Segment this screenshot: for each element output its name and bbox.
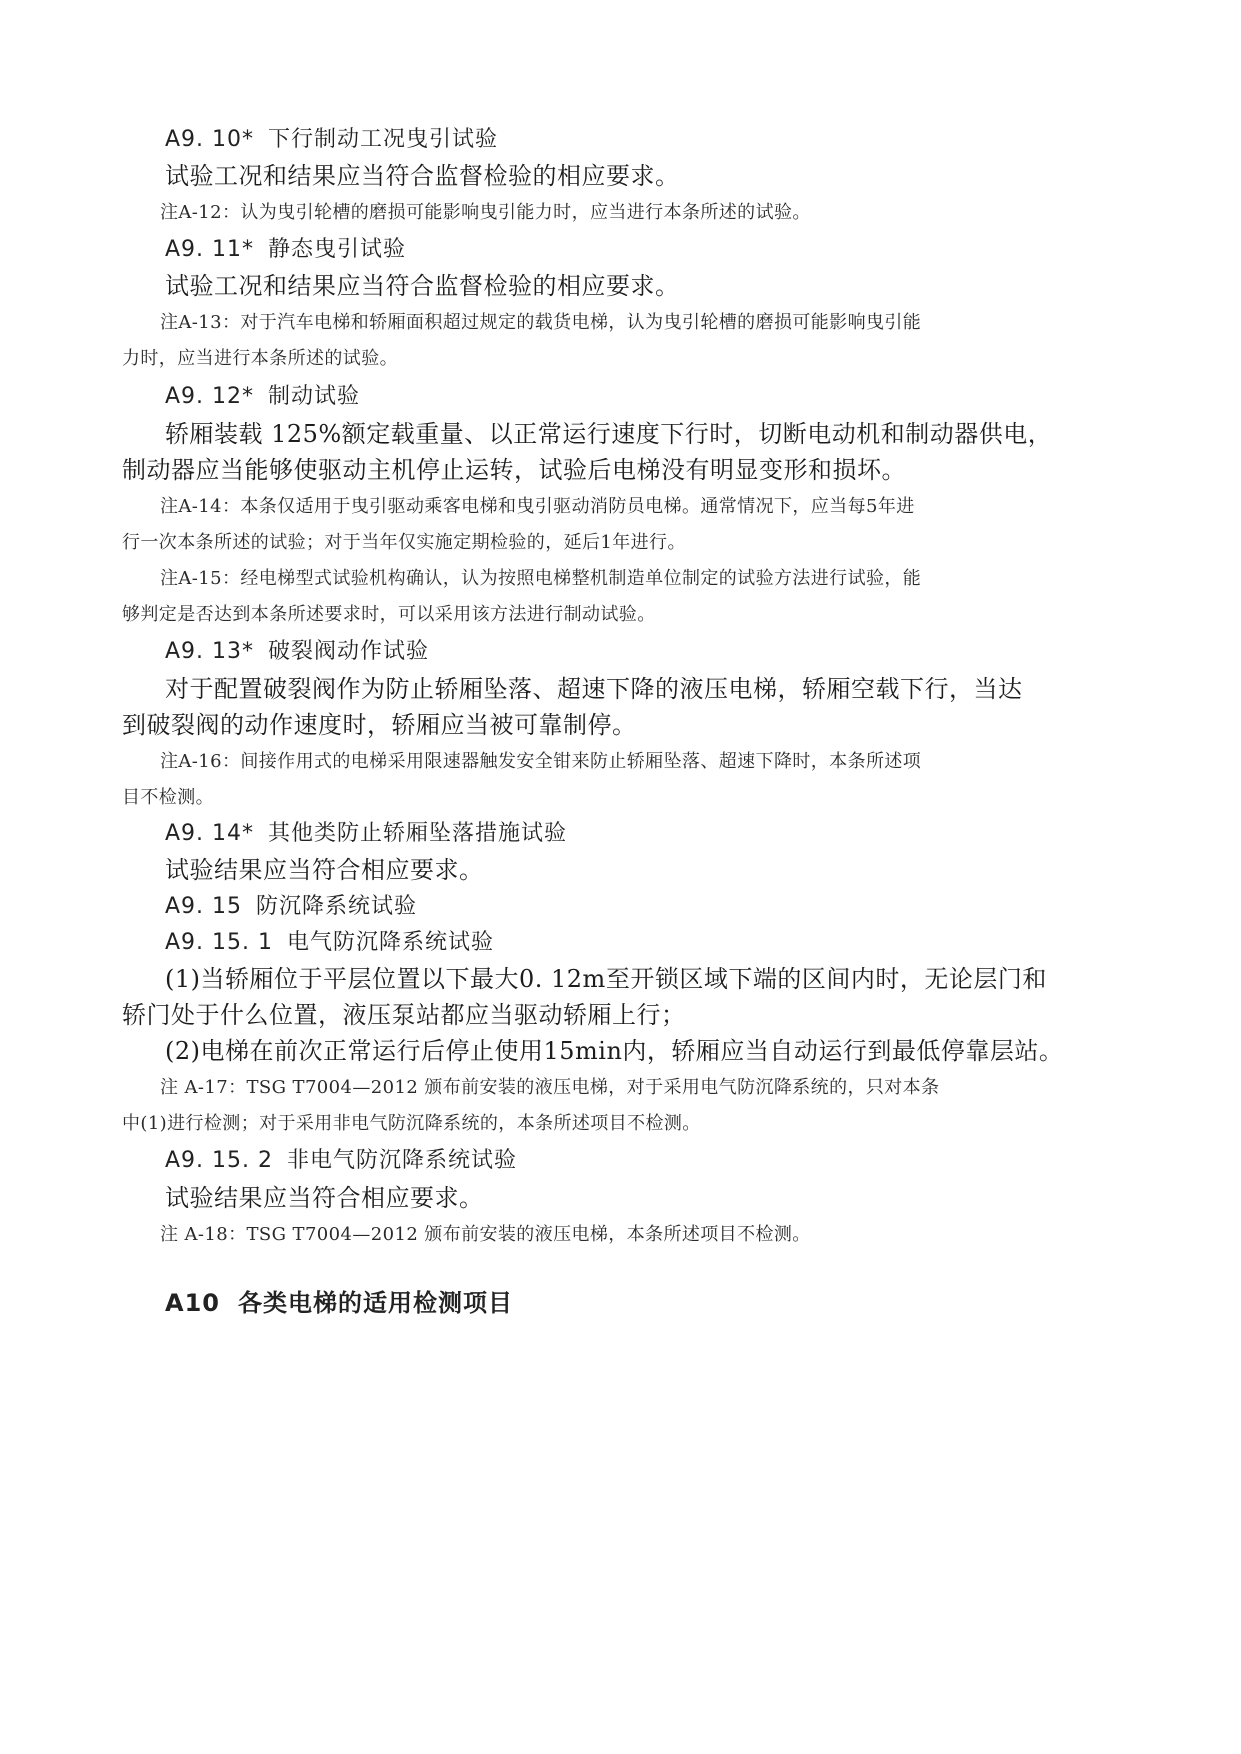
paragraph: 试验工况和结果应当符合监督检验的相应要求。 bbox=[165, 162, 680, 190]
paragraph-line-1: 对于配置破裂阀作为防止轿厢坠落、超速下降的液压电梯，轿厢空载下行，当达 bbox=[165, 675, 1023, 703]
section-heading-a9-13 bbox=[165, 641, 429, 663]
section-number: A9. 15. 1 bbox=[165, 930, 274, 955]
paragraph-line-1: 轿厢装载 125%额定载重量、以正常运行速度下行时，切断电动机和制动器供电， bbox=[165, 420, 1053, 448]
paragraph: 试验工况和结果应当符合监督检验的相应要求。 bbox=[165, 272, 680, 300]
chapter-heading-a10 bbox=[165, 1291, 513, 1315]
note-a-16-line-1: 注A-16：间接作用式的电梯采用限速器触发安全钳来防止轿厢坠落、超速下降时，本条所述项 bbox=[160, 751, 922, 772]
section-number: A9. 12* bbox=[165, 384, 255, 409]
section-title: 其他类防止轿厢坠落措施试验 bbox=[268, 821, 568, 846]
note-a-14-line-2: 行一次本条所述的试验；对于当年仅实施定期检验的，延后1年进行。 bbox=[122, 532, 686, 553]
note-a-14-line-1: 注A-14：本条仅适用于曳引驱动乘客电梯和曳引驱动消防员电梯。通常情况下，应当每5年进 bbox=[160, 496, 915, 517]
note-a-17-line-1: 注 A-17：TSG T7004—2012 颁布前安装的液压电梯，对于采用电气防沉降系统的，只对本条 bbox=[160, 1077, 940, 1098]
section-number: A9. 13* bbox=[165, 639, 255, 664]
note-a-16-line-2: 目不检测。 bbox=[122, 787, 214, 808]
list-item-2: (2)电梯在前次正常运行后停止使用15min内，轿厢应当自动运行到最低停靠层站。 bbox=[165, 1037, 1064, 1065]
section-title: 下行制动工况曳引试验 bbox=[268, 127, 499, 152]
list-item-1-line-1: (1)当轿厢位于平层位置以下最大0. 12m至开锁区域下端的区间内时，无论层门和 bbox=[165, 965, 1047, 993]
section-number: A9. 15. 2 bbox=[165, 1148, 274, 1173]
note-a-13-line-2: 力时，应当进行本条所述的试验。 bbox=[122, 348, 398, 369]
paragraph: 试验结果应当符合相应要求。 bbox=[165, 856, 484, 884]
paragraph: 试验结果应当符合相应要求。 bbox=[165, 1184, 484, 1212]
note-a-17-line-2: 中(1)进行检测；对于采用非电气防沉降系统的，本条所述项目不检测。 bbox=[122, 1113, 701, 1134]
section-title: 电气防沉降系统试验 bbox=[287, 930, 495, 955]
note-a-13-line-1: 注A-13：对于汽车电梯和轿厢面积超过规定的载货电梯，认为曳引轮槽的磨损可能影响曳引能 bbox=[160, 312, 922, 333]
section-number: A9. 15 bbox=[165, 894, 243, 919]
section-number: A10 bbox=[165, 1289, 220, 1317]
section-title: 防沉降系统试验 bbox=[256, 894, 418, 919]
paragraph-line-2: 制动器应当能够使驱动主机停止运转，试验后电梯没有明显变形和损坏。 bbox=[122, 456, 906, 484]
section-number: A9. 11* bbox=[165, 237, 255, 262]
section-heading-a9-15 bbox=[165, 896, 417, 918]
section-heading-a9-14 bbox=[165, 823, 567, 845]
section-title: 制动试验 bbox=[268, 384, 361, 409]
section-heading-a9-11 bbox=[165, 239, 406, 261]
section-heading-a9-10 bbox=[165, 129, 498, 151]
paragraph-line-2: 到破裂阀的动作速度时，轿厢应当被可靠制停。 bbox=[122, 711, 637, 739]
section-number: A9. 10* bbox=[165, 127, 255, 152]
list-item-1-line-2: 轿门处于什么位置，液压泵站都应当驱动轿厢上行； bbox=[122, 1001, 686, 1029]
note-a-18: 注 A-18：TSG T7004—2012 颁布前安装的液压电梯，本条所述项目不检测。 bbox=[160, 1224, 811, 1245]
section-title: 破裂阀动作试验 bbox=[268, 639, 430, 664]
section-title: 非电气防沉降系统试验 bbox=[287, 1148, 518, 1173]
section-heading-a9-12 bbox=[165, 386, 360, 408]
section-heading-a9-15-2 bbox=[165, 1150, 517, 1172]
note-a-15-line-1: 注A-15：经电梯型式试验机构确认，认为按照电梯整机制造单位制定的试验方法进行试验，能 bbox=[160, 568, 922, 589]
section-heading-a9-15-1 bbox=[165, 932, 494, 954]
section-number: A9. 14* bbox=[165, 821, 255, 846]
section-title: 各类电梯的适用检测项目 bbox=[237, 1289, 513, 1317]
note-a-12: 注A-12：认为曳引轮槽的磨损可能影响曳引能力时，应当进行本条所述的试验。 bbox=[160, 202, 811, 223]
section-title: 静态曳引试验 bbox=[268, 237, 407, 262]
note-a-15-line-2: 够判定是否达到本条所述要求时，可以采用该方法进行制动试验。 bbox=[122, 604, 656, 625]
